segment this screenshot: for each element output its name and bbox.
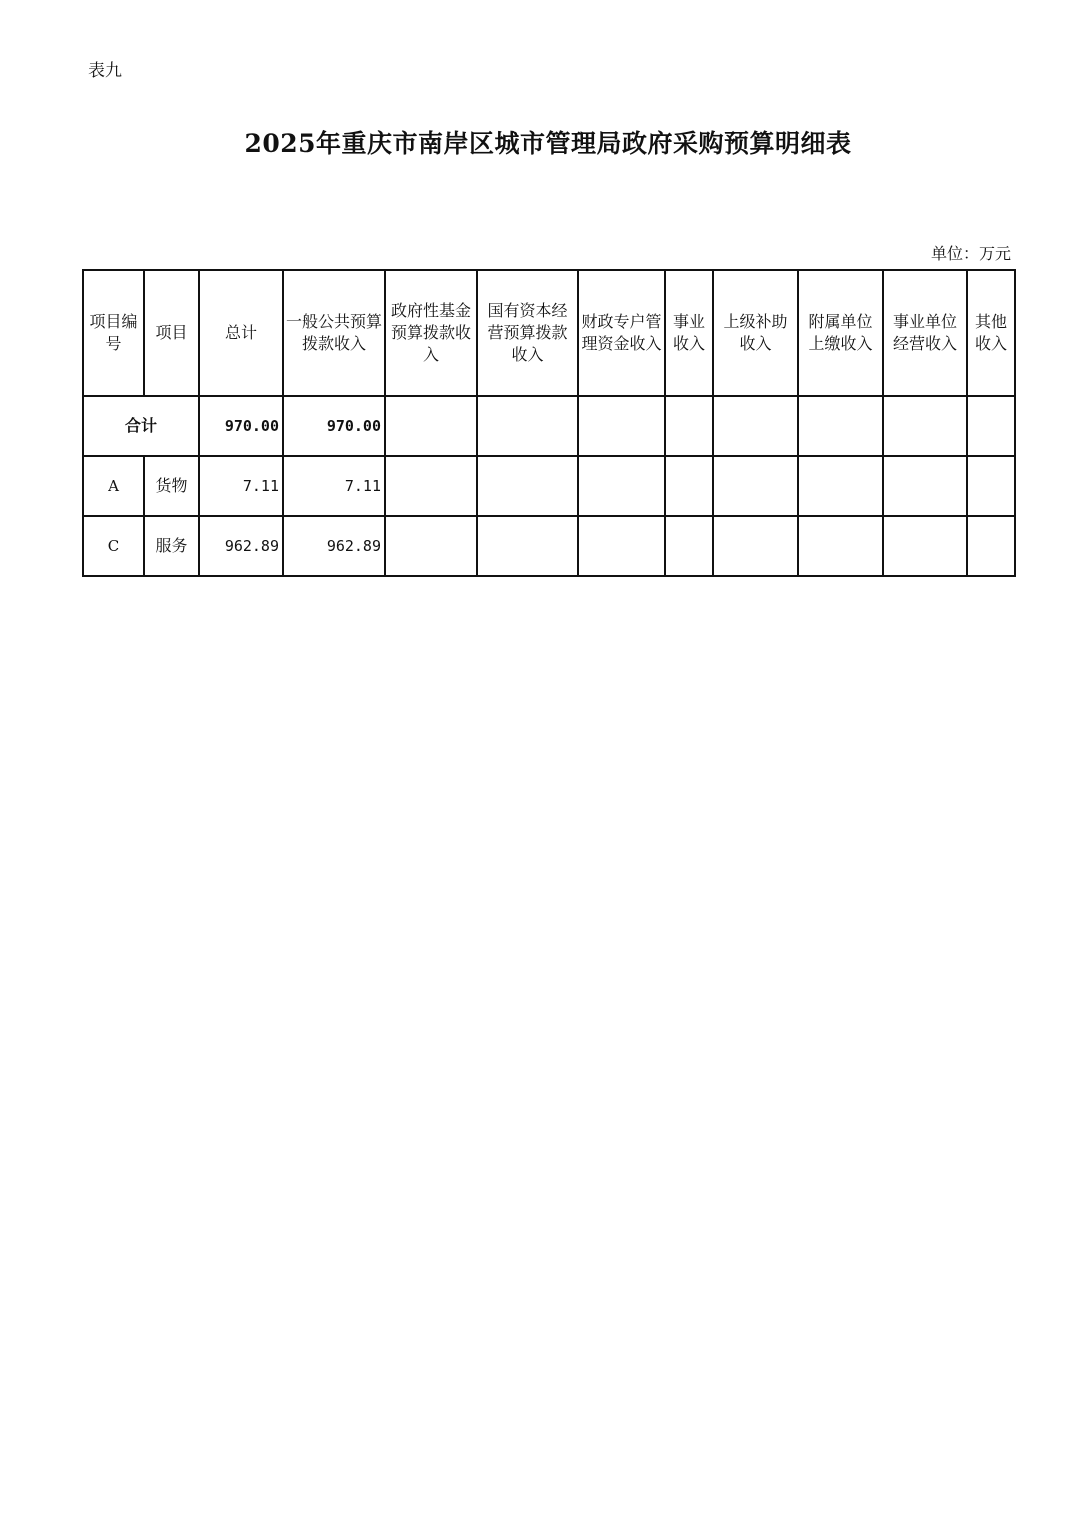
empty-cell	[798, 396, 883, 456]
empty-cell	[578, 516, 665, 576]
column-header: 政府性基金预算拨款收入	[385, 270, 477, 396]
empty-cell	[713, 456, 798, 516]
empty-cell	[385, 516, 477, 576]
column-header: 项目编号	[83, 270, 144, 396]
table-row	[83, 456, 1015, 516]
column-header: 其他收入	[967, 270, 1015, 396]
column-header: 上级补助收入	[713, 270, 798, 396]
empty-cell	[713, 396, 798, 456]
empty-cell	[385, 396, 477, 456]
total-label: 合计	[83, 396, 199, 456]
column-header: 一般公共预算拨款收入	[283, 270, 385, 396]
column-header: 事业收入	[665, 270, 713, 396]
item-code-cell: A	[83, 456, 144, 516]
empty-cell	[883, 396, 967, 456]
column-header: 财政专户管理资金收入	[578, 270, 665, 396]
table-row	[83, 516, 1015, 576]
total-cell: 970.00	[199, 396, 283, 456]
empty-cell	[665, 516, 713, 576]
column-header: 项目	[144, 270, 199, 396]
empty-cell	[967, 456, 1015, 516]
page-label: 表九	[88, 61, 122, 81]
empty-cell	[665, 396, 713, 456]
document-title: 2025年重庆市南岸区城市管理局政府采购预算明细表	[244, 129, 852, 158]
column-header: 附属单位上缴收入	[798, 270, 883, 396]
header-row	[83, 270, 1015, 396]
column-header: 国有资本经营预算拨款收入	[477, 270, 578, 396]
empty-cell	[385, 456, 477, 516]
empty-cell	[798, 516, 883, 576]
empty-cell	[967, 396, 1015, 456]
unit-label: 单位：万元	[930, 244, 1011, 263]
empty-cell	[578, 456, 665, 516]
total-cell: 7.11	[199, 456, 283, 516]
item-name-cell: 货物	[144, 456, 199, 516]
empty-cell	[883, 516, 967, 576]
empty-cell	[967, 516, 1015, 576]
total-cell: 962.89	[199, 516, 283, 576]
column-header: 事业单位经营收入	[883, 270, 967, 396]
empty-cell	[713, 516, 798, 576]
general-budget-cell: 962.89	[283, 516, 385, 576]
column-header: 总计	[199, 270, 283, 396]
general-budget-cell: 970.00	[283, 396, 385, 456]
empty-cell	[578, 396, 665, 456]
empty-cell	[665, 456, 713, 516]
empty-cell	[798, 456, 883, 516]
item-name-cell: 服务	[144, 516, 199, 576]
item-code-cell: C	[83, 516, 144, 576]
empty-cell	[477, 516, 578, 576]
procurement-budget-table	[82, 269, 1016, 577]
empty-cell	[883, 456, 967, 516]
empty-cell	[477, 396, 578, 456]
total-row	[83, 396, 1015, 456]
empty-cell	[477, 456, 578, 516]
general-budget-cell: 7.11	[283, 456, 385, 516]
